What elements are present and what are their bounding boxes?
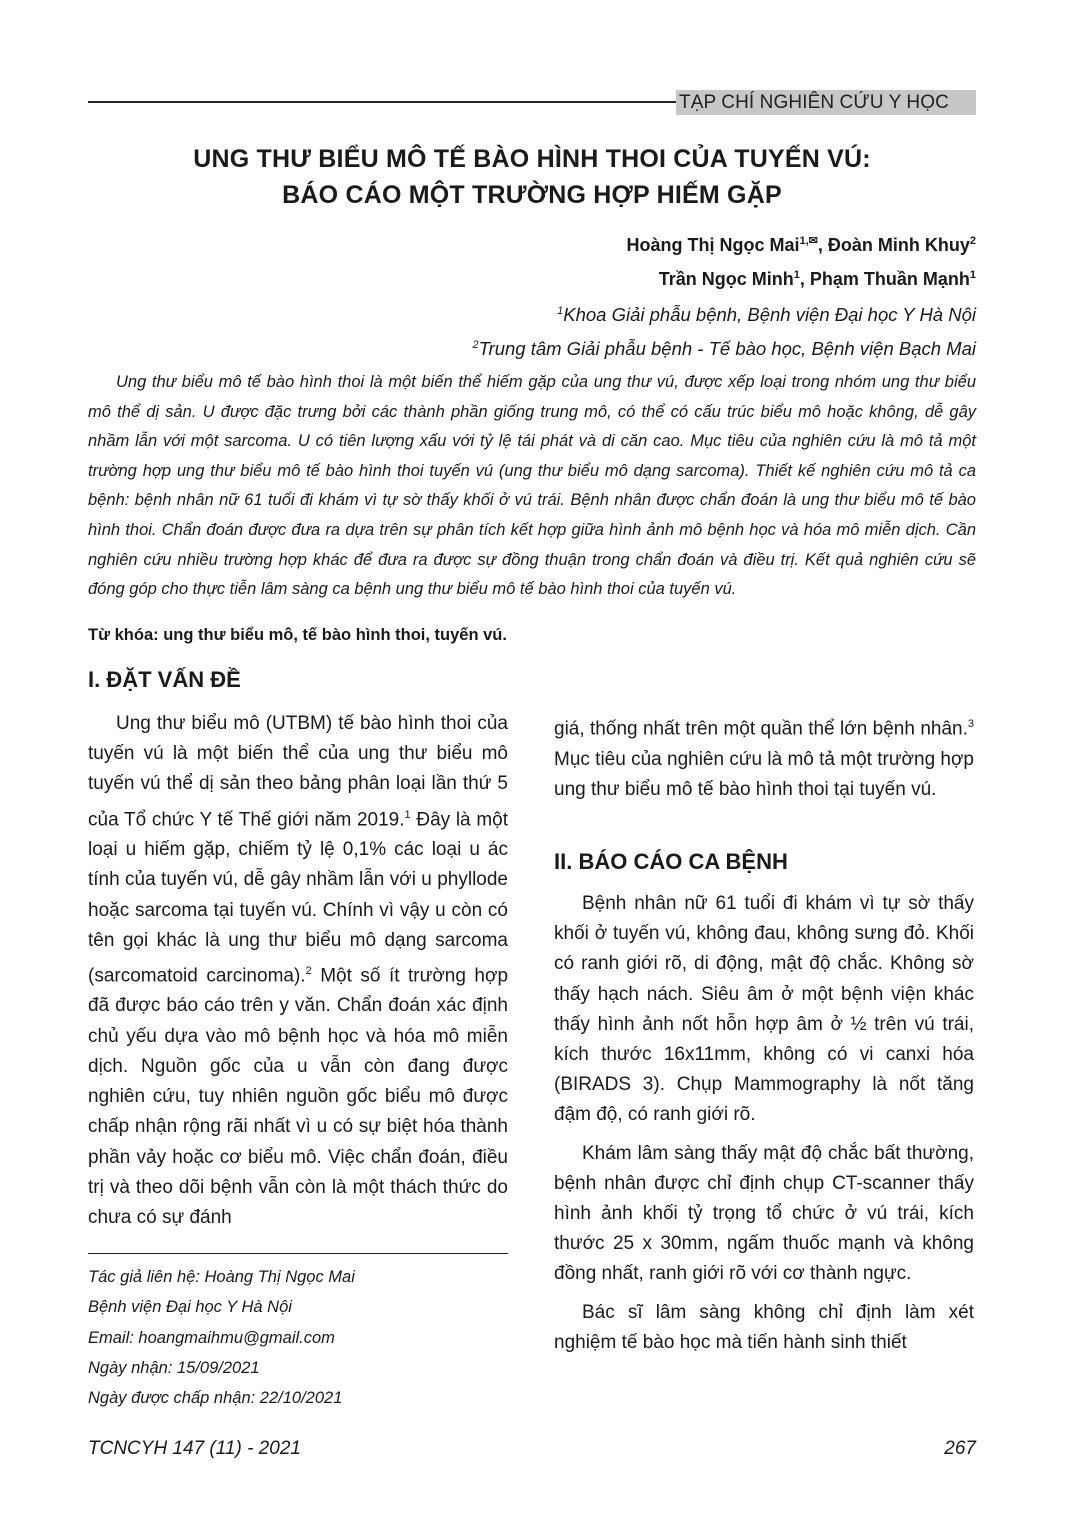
author-separator: ,: [817, 235, 828, 255]
authors: [626, 226, 976, 294]
author-separator: ,: [799, 269, 810, 289]
text-run: Đây là một loại u hiếm gặp, chiếm tỷ lệ 0,1% các loại u ác tính của tuyến vú, dễ gây nhầm lẫn với u phyllode hoặc sarcoma tại tuyến vú. Chính vì vậy u còn có tên gọi khác là ung thư biểu mô dạng sarcoma (sarcomatoid carcinoma).: [88, 808, 508, 987]
author-affil-mark: 2: [969, 235, 976, 247]
affiliation-mark: 2: [472, 339, 479, 352]
author-affil-mark: 1,✉: [799, 235, 818, 247]
affiliation-2: [472, 330, 976, 364]
intro-continuation: [554, 709, 974, 805]
citation-ref: 2: [305, 964, 312, 977]
affiliations: [472, 296, 976, 364]
article-title: [88, 141, 976, 213]
right-column: [554, 709, 974, 805]
journal-name: TẠP CHÍ NGHIÊN CỨU Y HỌC: [676, 90, 976, 115]
affiliation-1: [472, 296, 976, 330]
citation-ref: 1: [404, 808, 411, 821]
section-heading-case: II. BÁO CÁO CA BỆNH: [554, 849, 788, 874]
section-heading-intro: I. ĐẶT VẤN ĐỀ: [88, 667, 241, 692]
keywords: Từ khóa: ung thư biểu mô, tế bào hình thoi, tuyến vú.: [88, 626, 507, 644]
case-paragraph-2: Khám lâm sàng thấy mật độ chắc bất thường, bệnh nhân được chỉ định chụp CT-scanner thấy hình ảnh khối tỷ trọng tổ chức ở vú trái, kích thước 25 x 30mm, ngấm thuốc mạnh và không đồng nhất, ranh giới rõ với cơ thành ngực.: [554, 1142, 974, 1285]
title-line-2: BÁO CÁO MỘT TRƯỜNG HỢP HIẾM GẶP: [282, 181, 782, 209]
author-name: Trần Ngọc Minh: [658, 269, 794, 289]
case-report-text: [554, 889, 974, 1358]
footnote-contact: Tác giả liên hệ: Hoàng Thị Ngọc Mai: [88, 1268, 355, 1286]
text-run: Ung thư biểu mô (UTBM) tế bào hình thoi của tuyến vú là một biến thể của ung thư biểu mô tuyến vú thể dị sản theo bảng phân loại lần thứ 5 của Tổ chức Y tế Thế giới năm 2019.: [88, 713, 508, 830]
footnote-received: Ngày nhận: 15/09/2021: [88, 1358, 260, 1377]
footnote-institution: Bệnh viện Đại học Y Hà Nội: [88, 1298, 292, 1317]
author-name: Đoàn Minh Khuy: [827, 235, 970, 255]
text-run: Mục tiêu của nghiên cứu là mô tả một trường hợp ung thư biểu mô tế bào hình thoi tại tuyến vú.: [554, 748, 975, 800]
correspondence-footnote: [88, 1262, 355, 1413]
authors-line-1: [626, 226, 976, 260]
author-affil-mark: 1: [793, 269, 800, 281]
page-number: 267: [944, 1438, 976, 1459]
affiliation-mark: 1: [557, 305, 564, 317]
authors-line-2: [626, 260, 976, 294]
footnote-rule: [88, 1253, 508, 1254]
case-paragraph-3: Bác sĩ lâm sàng không chỉ định làm xét nghiệm tế bào học mà tiến hành sinh thiết: [554, 1301, 974, 1353]
text-run: Một số ít trường hợp đã được báo cáo trên y văn. Chẩn đoán xác định chủ yếu dựa vào mô bệnh học và hóa mô miễn dịch. Nguồn gốc của u vẫn còn đang được nghiên cứu, tuy nhiên nguồn gốc biểu mô được chấp nhận rộng rãi nhất vì u có sự biệt hóa thành phần vảy hoặc cơ biểu mô. Việc chẩn đoán, điều trị và theo dõi bệnh vẫn còn là một thách thức do chưa có sự đánh: [88, 965, 509, 1228]
citation-ref: 3: [967, 718, 974, 730]
author-name: Phạm Thuần Mạnh: [809, 269, 970, 289]
affiliation-text: Khoa Giải phẫu bệnh, Bệnh viện Đại học Y Hà Nội: [563, 304, 976, 326]
footnote-email: Email: hoangmaihmu@gmail.com: [88, 1328, 335, 1347]
case-paragraph-1: Bệnh nhân nữ 61 tuổi đi khám vì tự sờ thấy khối ở tuyến vú, không đau, không sưng đỏ. Khối có ranh giới rõ, di động, mật độ chắc. Không sờ thấy hạch nách. Siêu âm ở một bệnh viện khác thấy hình ảnh nốt hỗn hợp âm ở ½ trên vú trái, kích thước 16x11mm, không có vi canxi hóa (BIRADS 3). Chụp Mammography là nốt tăng đậm độ, có ranh giới rõ.: [554, 893, 974, 1126]
abstract: Ung thư biểu mô tế bào hình thoi là một biến thể hiếm gặp của ung thư vú, được xếp loại trong nhóm ung thư biểu mô thể dị sản. U được đặc trưng bởi các thành phần giống trung mô, có thể có cấu trúc biểu mô hoặc không, dễ gây nhầm lẫn với một sarcoma. U có tiên lượng xấu với tỷ lệ tái phát và di căn cao. Mục tiêu của nghiên cứu là mô tả một trường hợp ung thư biểu mô tế bào hình thoi tuyến vú (ung thư biểu mô dạng sarcoma). Thiết kế nghiên cứu mô tả ca bệnh: bệnh nhân nữ 61 tuổi đi khám vì tự sờ thấy khối ở vú trái. Bệnh nhân được chẩn đoán là ung thư biểu mô tế bào hình thoi. Chẩn đoán được đưa ra dựa trên sự phân tích kết hợp giữa hình ảnh mô bệnh học và hóa mô miễn dịch. Cần nghiên cứu nhiều trường hợp khác để đưa ra được sự đồng thuận trong chẩn đoán và điều trị. Kết quả nghiên cứu sẽ đóng góp cho thực tiễn lâm sàng ca bệnh ung thư biểu mô tế bào hình thoi của tuyến vú.: [88, 373, 976, 599]
author-affil-mark: 1: [969, 269, 976, 281]
text-run: giá, thống nhất trên một quần thể lớn bệnh nhân.: [554, 718, 968, 740]
author-name: Hoàng Thị Ngọc Mai: [626, 235, 800, 255]
journal-citation: TCNCYH 147 (11) - 2021: [88, 1438, 301, 1459]
header-rule: [88, 101, 676, 103]
left-column: [88, 709, 508, 1233]
footnote-accepted: Ngày được chấp nhận: 22/10/2021: [88, 1389, 343, 1408]
title-line-1: UNG THƯ BIỂU MÔ TẾ BÀO HÌNH THOI CỦA TUYẾN VÚ:: [193, 145, 871, 173]
affiliation-text: Trung tâm Giải phẫu bệnh - Tế bào học, Bệnh viện Bạch Mai: [478, 338, 976, 360]
intro-paragraph: [88, 709, 508, 1233]
